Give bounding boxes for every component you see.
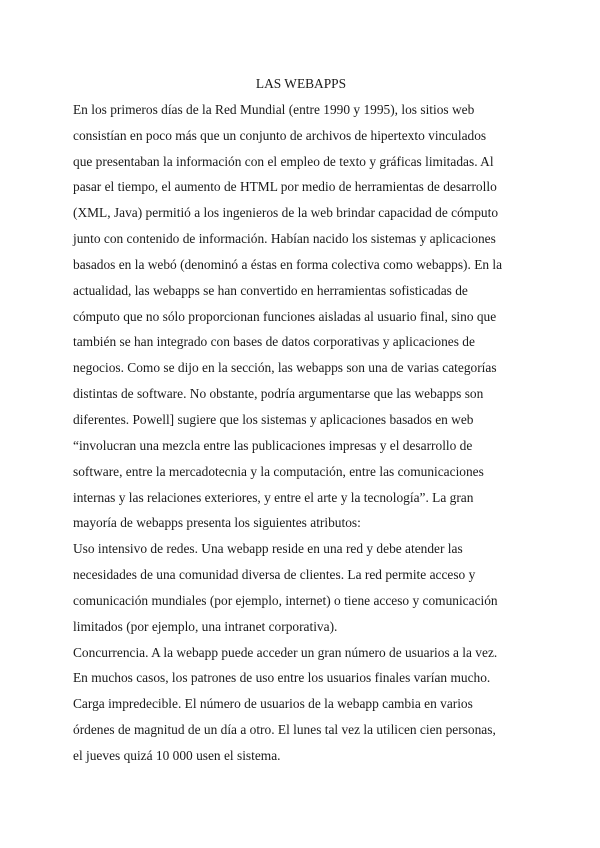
text-line: pasar el tiempo, el aumento de HTML por medio de herramientas de desarrollo bbox=[73, 179, 497, 195]
text-line: mayoría de webapps presenta los siguientes atributos: bbox=[73, 515, 361, 531]
text-line: también se han integrado con bases de datos corporativas y aplicaciones de bbox=[73, 334, 475, 350]
text-line: Uso intensivo de redes. Una webapp reside en una red y debe atender las bbox=[73, 541, 463, 557]
paragraph-carga bbox=[73, 691, 529, 769]
text-line: internas y las relaciones exteriores, y entre el arte y la tecnología”. La gran bbox=[73, 489, 474, 505]
paragraph-intro bbox=[73, 97, 529, 536]
text-line: distintas de software. No obstante, podría argumentarse que las webapps son bbox=[73, 386, 484, 402]
text-line: basados en la webó (denominó a éstas en forma colectiva como webapps). En la bbox=[73, 256, 503, 272]
paragraph-concurrencia bbox=[73, 640, 529, 692]
text-line: junto con contenido de información. Habían nacido los sistemas y aplicaciones bbox=[73, 231, 496, 247]
text-line: Carga impredecible. El número de usuarios de la webapp cambia en varios bbox=[73, 696, 473, 712]
text-line: software, entre la mercadotecnia y la computación, entre las comunicaciones bbox=[73, 463, 484, 479]
text-line: el jueves quizá 10 000 usen el sistema. bbox=[73, 747, 281, 763]
text-line: que presentaban la información con el empleo de texto y gráficas limitadas. Al bbox=[73, 153, 494, 169]
text-line: actualidad, las webapps se han convertido en herramientas sofisticadas de bbox=[73, 282, 468, 298]
paragraph-uso-intensivo bbox=[73, 536, 529, 639]
document-body bbox=[73, 71, 529, 769]
text-line: En muchos casos, los patrones de uso entre los usuarios finales varían mucho. bbox=[73, 670, 491, 686]
text-line: diferentes. Powell] sugiere que los sistemas y aplicaciones basados en web bbox=[73, 411, 474, 427]
text-line: “involucran una mezcla entre las publicaciones impresas y el desarrollo de bbox=[73, 437, 473, 453]
text-line: cómputo que no sólo proporcionan funciones aisladas al usuario final, sino que bbox=[73, 308, 497, 324]
text-line: necesidades de una comunidad diversa de clientes. La red permite acceso y bbox=[73, 567, 476, 583]
text-line: órdenes de magnitud de un día a otro. El lunes tal vez la utilicen cien personas, bbox=[73, 722, 496, 738]
text-line: Concurrencia. A la webapp puede acceder un gran número de usuarios a la vez. bbox=[73, 644, 498, 660]
text-line: (XML, Java) permitió a los ingenieros de la web brindar capacidad de cómputo bbox=[73, 205, 499, 221]
text-line: comunicación mundiales (por ejemplo, internet) o tiene acceso y comunicación bbox=[73, 592, 498, 608]
text-line: negocios. Como se dijo en la sección, las webapps son una de varias categorías bbox=[73, 360, 497, 376]
text-line: limitados (por ejemplo, una intranet corporativa). bbox=[73, 618, 338, 634]
document-title: LAS WEBAPPS bbox=[255, 76, 347, 91]
text-line: consistían en poco más que un conjunto de archivos de hipertexto vinculados bbox=[73, 127, 487, 143]
text-line: En los primeros días de la Red Mundial (entre 1990 y 1995), los sitios web bbox=[73, 101, 475, 117]
